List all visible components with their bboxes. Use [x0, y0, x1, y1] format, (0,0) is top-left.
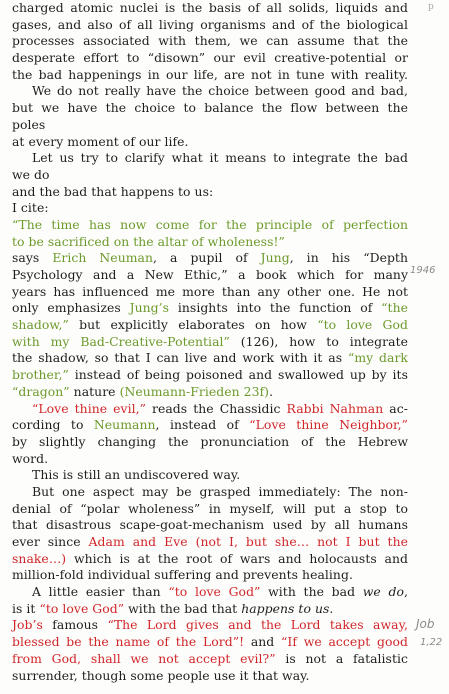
text-segment: I cite: [12, 200, 49, 216]
text-line [12, 634, 408, 651]
text-line [12, 367, 408, 384]
text-segment: charged atomic nuclei is the basis of all solids, liquids and [12, 0, 408, 15]
text-line [12, 17, 408, 34]
text-segment: “dragon” [12, 383, 70, 399]
margin-note-verse: 1,22 [420, 637, 443, 648]
text-segment: with the bad that [124, 600, 242, 616]
text-line [12, 534, 408, 551]
text-segment: insights into the function of [169, 300, 382, 316]
text-line [12, 117, 408, 134]
text-segment: and [244, 634, 282, 650]
text-line [12, 300, 408, 317]
text-segment: . [269, 383, 274, 399]
text-segment: This is still an undiscovered way. [32, 467, 241, 483]
text-line [12, 484, 408, 501]
text-line [12, 384, 408, 401]
text-segment: (Neumann-Frieden 23f) [119, 383, 270, 399]
margin-note-year: 1946 [410, 265, 436, 276]
text-line [12, 50, 408, 67]
text-segment: famous [42, 617, 108, 633]
text-segment: Psychology and a New Ethic,” a book which for many [12, 267, 408, 282]
text-segment: “the [381, 300, 408, 316]
text-line [12, 401, 408, 418]
text-line [12, 184, 408, 201]
text-segment: instead of being poisoned and swallowed up by its [68, 367, 408, 383]
text-segment: But one aspect may be grasped immediately: The non- [32, 483, 408, 499]
text-segment: “to love God [317, 317, 408, 333]
text-segment: Adam and Eve (not I, but she… not I but the [88, 534, 408, 549]
text-segment: , [403, 584, 408, 600]
text-segment: Neumann [93, 417, 156, 433]
text-segment: “The time has now come for the principle of perfection [12, 216, 408, 232]
text-segment: but we have the choice to balance the flow between the [12, 100, 408, 116]
text-line [12, 100, 408, 117]
text-line [12, 551, 408, 568]
text-segment: we do [12, 166, 50, 182]
text-line [12, 601, 408, 618]
text-segment: reads the Chassidic [145, 400, 287, 416]
text-segment: nature [69, 383, 120, 399]
text-segment: with the bad [260, 584, 363, 600]
text-line [12, 317, 408, 334]
text-line [12, 467, 408, 484]
text-segment: is not a fatalistic [275, 650, 409, 666]
text-segment: Let us try to clarify what it means to integrate the bad [32, 150, 408, 166]
text-line [12, 167, 408, 184]
text-segment: years has influenced me more than any other one. He not [12, 283, 408, 299]
text-line [12, 0, 408, 17]
text-segment: at every moment of our life. [12, 133, 189, 149]
text-segment: cording to [12, 417, 94, 433]
text-line [12, 334, 408, 351]
text-segment: “If we accept good [281, 634, 408, 650]
text-line [12, 517, 408, 534]
text-segment: we do [362, 584, 404, 600]
text-segment: blessed be the name of the Lord”! [12, 634, 245, 650]
text-segment: Erich Neuman [52, 250, 153, 266]
text-line [12, 134, 408, 151]
text-line [12, 67, 408, 84]
text-segment: shadow,” [12, 317, 69, 333]
text-segment: A little easier than [32, 584, 169, 600]
text-line [12, 150, 408, 167]
text-segment: “my dark [347, 350, 408, 366]
text-segment: that disastrous scape-goat-mechanism used by all humans [12, 517, 408, 533]
text-segment: ever since [12, 534, 89, 549]
text-segment: million-fold individual suffering and prevents healing. [12, 567, 353, 583]
text-line [12, 417, 408, 434]
text-line [12, 83, 408, 100]
text-segment: “to love God” [39, 600, 125, 616]
text-segment: “Love thine Neighbor,” [249, 417, 409, 433]
text-line [12, 33, 408, 50]
text-segment: denial of “polar wholeness” in myself, will put a stop to [12, 500, 408, 516]
text-line [12, 651, 408, 668]
margin-fragment: p [428, 2, 434, 12]
text-segment: , instead of [155, 417, 250, 433]
text-segment: processes associated with them, we can assume that the [12, 33, 408, 49]
text-segment: and the bad that happens to us: [12, 183, 214, 199]
text-segment: gases, and also of all living organisms and of the biological [12, 16, 408, 32]
text-segment: by slightly changing the pronunciation of the Hebrew [12, 433, 408, 449]
text-segment: Job’s [12, 617, 43, 633]
text-segment: snake…) [12, 550, 67, 566]
text-segment: from God, shall we not accept evil?” [12, 650, 276, 666]
text-segment: “Love thine evil,” [32, 400, 146, 416]
text-segment: We do not really have the choice between good and bad, [32, 83, 408, 99]
text-segment: happens to us. [241, 600, 334, 616]
text-line [12, 567, 408, 584]
text-line [12, 668, 408, 685]
text-segment: Jung’s [129, 300, 170, 316]
text-segment: is it [12, 600, 40, 616]
text-segment: desperate effort to “disown” our evil creative-potential or [12, 50, 408, 66]
text-segment: ac- [383, 400, 408, 416]
text-line [12, 250, 408, 267]
text-segment: to be sacrificed on the altar of wholeness!” [12, 233, 285, 249]
text-segment: “The Lord gives and the Lord takes away, [107, 617, 408, 633]
text-segment: Jung [260, 250, 290, 266]
text-segment: poles [12, 116, 46, 132]
text-line [12, 617, 408, 634]
text-line [12, 234, 408, 251]
text-line [12, 434, 408, 451]
text-line [12, 584, 408, 601]
document-body [12, 0, 408, 684]
text-segment: but explicitly elaborates on how [68, 317, 318, 333]
text-line [12, 217, 408, 234]
text-segment: word. [12, 450, 49, 466]
text-segment: Rabbi Nahman [286, 400, 384, 416]
text-segment: (126), how to integrate [229, 333, 408, 349]
text-line [12, 284, 408, 301]
text-segment: , in his “Depth [289, 250, 408, 266]
text-line [12, 267, 408, 284]
margin-note-job: Job [416, 617, 435, 631]
text-line [12, 200, 408, 217]
text-segment: with my Bad-Creative-Potential” [12, 333, 230, 349]
text-line [12, 350, 408, 367]
text-line [12, 451, 408, 468]
text-segment: only emphasizes [12, 300, 130, 316]
text-segment: , a pupil of [153, 250, 261, 266]
text-segment: surrender, though some people use it that way. [12, 667, 310, 683]
text-segment: which is at the root of wars and holocausts and [66, 550, 408, 566]
text-segment: “to love God” [168, 584, 261, 600]
text-segment: brother,” [12, 367, 69, 383]
text-segment: the bad happenings in our life, are not in tune with reality. [12, 66, 408, 82]
text-line [12, 501, 408, 518]
text-segment: the shadow, so that I can live and work with it as [12, 350, 348, 366]
text-segment: says [12, 250, 53, 266]
